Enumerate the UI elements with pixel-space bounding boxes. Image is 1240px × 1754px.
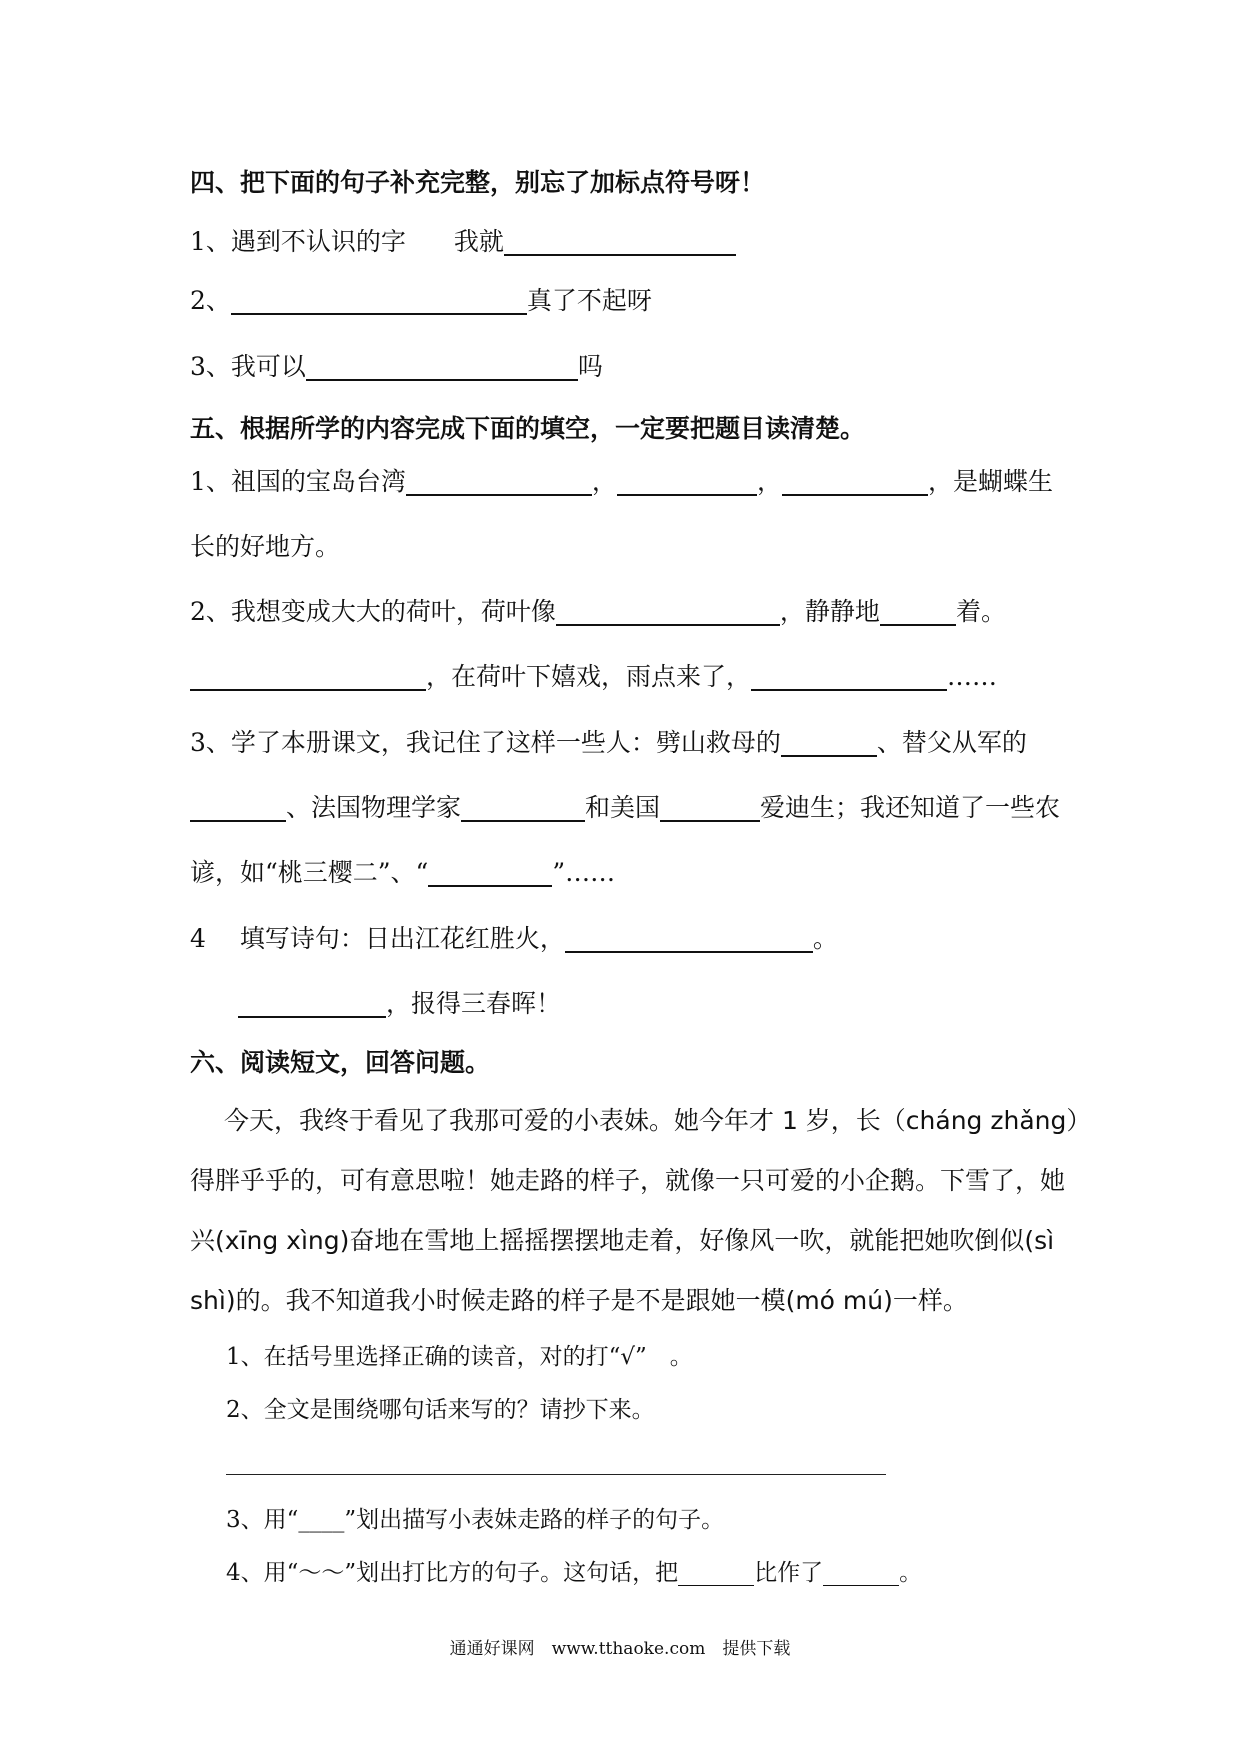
s5-question-3	[190, 726, 1027, 760]
s5-q3-mid-5: 谚，如“桃三樱二”、“	[190, 858, 429, 887]
s4-q2-suffix: 真了不起呀	[526, 286, 652, 315]
s5-q2-end: 着。	[955, 597, 1006, 626]
s5-question-1	[190, 465, 1053, 499]
s5-q1-blank-2[interactable]	[617, 468, 757, 496]
s4-question-1	[190, 225, 736, 259]
s5-q2-blank-3[interactable]	[190, 663, 426, 691]
s5-q3-blank-2[interactable]	[190, 794, 286, 822]
s4-q1-mid: 我就	[453, 227, 504, 256]
s5-q3-line-3	[190, 856, 615, 890]
s6-question-1: 1、在括号里选择正确的读音，对的打“√” 。	[226, 1344, 693, 1370]
s5-q1-end: ，是蝴蝶生	[927, 467, 1053, 496]
s5-q3-prefix: 3、学了本册课文，我记住了这样一些人：劈山救母的	[190, 728, 781, 757]
section-6-heading: 六、阅读短文，回答问题。	[190, 1048, 491, 1077]
s6-q4-end: 。	[899, 1560, 923, 1586]
s5-question-2	[190, 595, 1006, 629]
s5-q3-line-2	[190, 791, 1060, 825]
s6-q4-blank-2[interactable]	[823, 1559, 899, 1586]
s5-q3-mid-1: 、替父从军的	[876, 728, 1027, 757]
s5-q1-comma-1: ，	[591, 467, 617, 496]
s5-q1-continuation: 长的好地方。	[190, 532, 341, 561]
s5-q4-blank-2[interactable]	[238, 990, 386, 1018]
s6-q4-prefix: 4、用“～～”划出打比方的句子。这句话，把	[226, 1560, 679, 1586]
s5-q3-mid-2: 、法国物理学家	[286, 793, 462, 822]
s4-q2-prefix: 2、	[190, 286, 231, 315]
s5-q2-blank-1[interactable]	[556, 598, 780, 626]
s5-q4-end: ，报得三春晖！	[386, 989, 562, 1018]
s4-q1-blank[interactable]	[504, 228, 736, 256]
s5-q2-line-2	[190, 660, 997, 694]
s5-q1-comma-2: ，	[756, 467, 782, 496]
s5-q4-blank-1[interactable]	[565, 925, 813, 953]
s6-question-3: 3、用“____”划出描写小表妹走路的样子的句子。	[226, 1507, 725, 1533]
s5-q3-mid-4: 爱迪生；我还知道了一些农	[760, 793, 1061, 822]
s5-q1-prefix: 1、祖国的宝岛台湾	[190, 467, 406, 496]
s6-q2-answer-line[interactable]	[226, 1474, 886, 1475]
s5-q2-prefix: 2、我想变成大大的荷叶，荷叶像	[190, 597, 556, 626]
s5-q3-mid-3: 和美国	[585, 793, 661, 822]
s5-q2-ellipsis: ……	[947, 662, 998, 691]
s4-question-3	[190, 350, 603, 384]
s5-q1-blank-1[interactable]	[406, 468, 592, 496]
s5-q2-blank-2[interactable]	[880, 598, 956, 626]
s5-q4-number: 4	[190, 924, 206, 953]
s5-q4-line-2	[238, 987, 561, 1021]
passage-line-4: shì)的。我不知道我小时候走路的样子是不是跟她一模(mó mú)一样。	[190, 1286, 968, 1315]
s4-q2-blank[interactable]	[231, 287, 527, 315]
s5-q3-end: ”……	[552, 858, 616, 887]
section-5-heading: 五、根据所学的内容完成下面的填空，一定要把题目读清楚。	[190, 414, 866, 443]
s4-q3-suffix: 吗	[577, 352, 603, 381]
section-4-heading: 四、把下面的句子补充完整，别忘了加标点符号呀！	[190, 168, 766, 197]
page-footer: 通通好课网 www.tthaoke.com 提供下载	[449, 1639, 791, 1659]
s5-q4-prefix: 填写诗句：日出江花红胜火，	[239, 924, 565, 953]
s5-q3-blank-1[interactable]	[781, 729, 877, 757]
s6-q4-mid: 比作了	[754, 1560, 824, 1586]
s5-question-4	[190, 922, 838, 956]
s6-question-4	[226, 1556, 922, 1590]
s6-q4-blank-1[interactable]	[678, 1559, 754, 1586]
s4-q3-prefix: 3、我可以	[190, 352, 306, 381]
s4-q3-blank[interactable]	[306, 353, 578, 381]
s5-q1-blank-3[interactable]	[782, 468, 928, 496]
s5-q2-blank-4[interactable]	[751, 663, 947, 691]
passage-line-1: 今天，我终于看见了我那可爱的小表妹。她今年才 1 岁，长（cháng zhǎng）	[224, 1106, 1092, 1135]
s4-q1-prefix: 1、遇到不认识的字	[190, 227, 406, 256]
s5-q2-text-2: ，在荷叶下嬉戏，雨点来了，	[426, 662, 752, 691]
s5-q4-period: 。	[812, 924, 838, 953]
passage-line-3: 兴(xīng xìng)奋地在雪地上摇摇摆摆地走着，好像风一吹，就能把她吹倒似(sì	[190, 1226, 1055, 1255]
s4-question-2	[190, 284, 652, 318]
s5-q3-blank-4[interactable]	[660, 794, 760, 822]
s5-q3-blank-5[interactable]	[428, 859, 552, 887]
passage-line-2: 得胖乎乎的，可有意思啦！她走路的样子，就像一只可爱的小企鹅。下雪了，她	[190, 1166, 1066, 1195]
s5-q3-blank-3[interactable]	[461, 794, 585, 822]
s6-question-2: 2、全文是围绕哪句话来写的？请抄下来。	[226, 1397, 655, 1423]
s5-q2-mid: ，静静地	[779, 597, 880, 626]
